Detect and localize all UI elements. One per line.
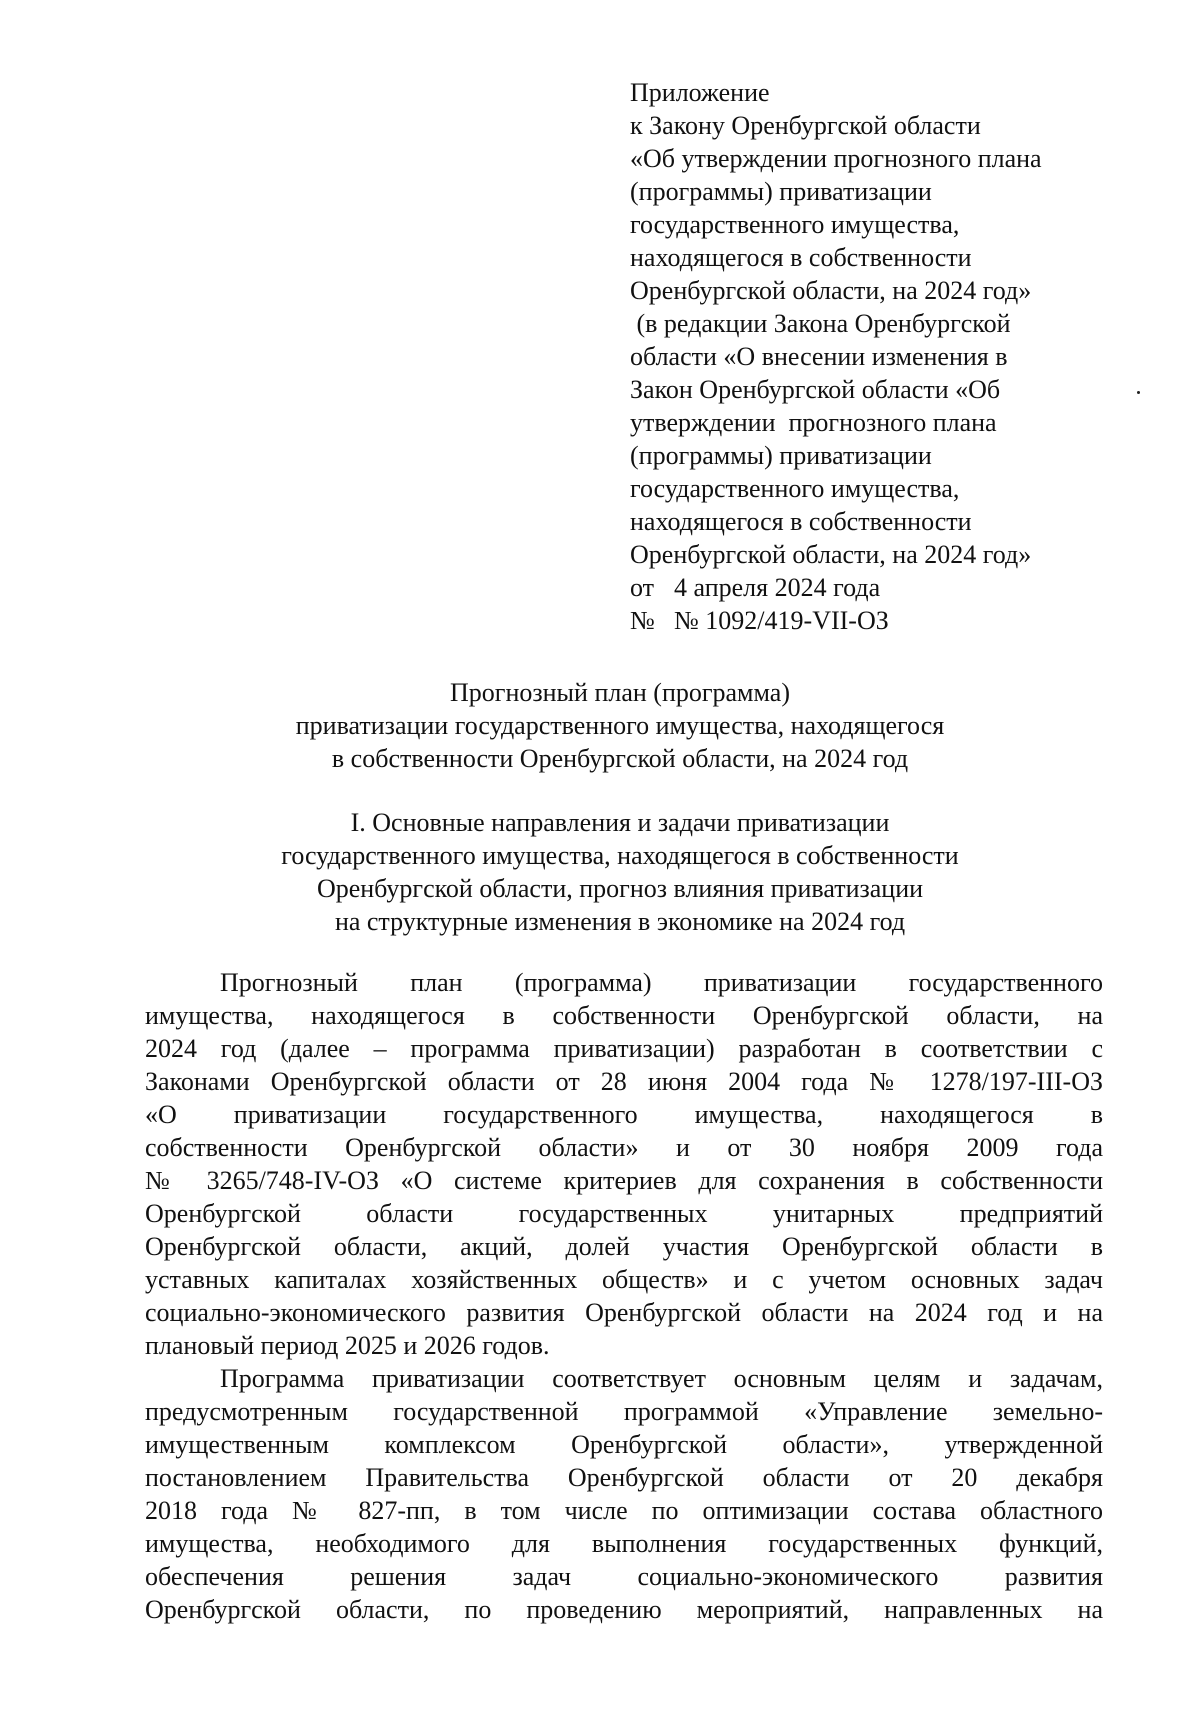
paragraph-line: постановлением Правительства Оренбургской области от 20 декабря — [145, 1463, 1103, 1492]
paragraph — [145, 1362, 1103, 1626]
paragraph — [145, 966, 1103, 1362]
title-line: Прогнозный план (программа) — [450, 678, 790, 707]
paragraph-line: № 3265/748-IV-ОЗ «О системе критериев для сохранения в собственности — [145, 1166, 1103, 1195]
appendix-header — [630, 76, 1100, 637]
paragraph-line: Оренбургской области, по проведению мероприятий, направленных на — [145, 1595, 1103, 1624]
section-heading-line: государственного имущества, находящегося в собственности — [281, 841, 959, 870]
appendix-line: государственного имущества, — [630, 210, 960, 239]
appendix-line: Оренбургской области, на 2024 год» — [630, 540, 1032, 569]
paragraph-line: имущества, находящегося в собственности Оренбургской области, на — [145, 1001, 1103, 1030]
date-value: 4 апреля 2024 года — [674, 573, 881, 602]
paragraph-line: плановый период 2025 и 2026 годов. — [145, 1331, 550, 1360]
paragraph-line: имущественным комплексом Оренбургской области», утвержденной — [145, 1430, 1103, 1459]
appendix-line: к Закону Оренбургской области — [630, 111, 981, 140]
paragraph-line: 2024 год (далее – программа приватизации) разработан в соответствии с — [145, 1034, 1103, 1063]
appendix-line: утверждении прогнозного плана — [630, 408, 997, 437]
paragraph-line: Оренбургской области государственных унитарных предприятий — [145, 1199, 1103, 1228]
section-heading-line: I. Основные направления и задачи приватизации — [350, 808, 890, 837]
appendix-line: (программы) приватизации — [630, 177, 932, 206]
section-heading-line: Оренбургской области, прогноз влияния приватизации — [316, 874, 924, 903]
paragraph-line: «О приватизации государственного имущества, находящегося в — [145, 1100, 1103, 1129]
number-row — [630, 604, 1100, 637]
paragraph-line: предусмотренным государственной программой «Управление земельно- — [145, 1397, 1103, 1426]
appendix-line: (программы) приватизации — [630, 441, 932, 470]
paragraph-line: Законами Оренбургской области от 28 июня 2004 года № 1278/197-III-ОЗ — [145, 1067, 1103, 1096]
scan-speck — [1137, 391, 1140, 394]
body-text — [145, 966, 1103, 1626]
paragraph-line: обеспечения решения задач социально-экономического развития — [145, 1562, 1103, 1591]
paragraph-line: собственности Оренбургской области» и от 30 ноября 2009 года — [145, 1133, 1103, 1162]
paragraph-line: Программа приватизации соответствует основным целям и задачам, — [220, 1364, 1103, 1393]
number-value: № 1092/419-VII-ОЗ — [674, 606, 889, 635]
appendix-line: «Об утверждении прогнозного плана — [630, 144, 1042, 173]
paragraph-line: имущества, необходимого для выполнения государственных функций, — [145, 1529, 1103, 1558]
number-label: № — [630, 606, 655, 635]
paragraph-line: Прогнозный план (программа) приватизации государственного — [220, 968, 1103, 997]
title-line: в собственности Оренбургской области, на 2024 год — [331, 744, 909, 773]
appendix-line: государственного имущества, — [630, 474, 960, 503]
section-heading — [150, 806, 1090, 938]
date-label: от — [630, 573, 655, 602]
appendix-line: Закон Оренбургской области «Об — [630, 375, 1001, 404]
paragraph-line: уставных капиталах хозяйственных обществ» и с учетом основных задач — [145, 1265, 1103, 1294]
paragraph-line: Оренбургской области, акций, долей участия Оренбургской области в — [145, 1232, 1103, 1261]
date-row — [630, 571, 1100, 604]
appendix-line: находящегося в собственности — [630, 243, 972, 272]
title-line: приватизации государственного имущества, находящегося — [295, 711, 945, 740]
appendix-line: (в редакции Закона Оренбургской — [630, 309, 1011, 338]
document-title — [150, 676, 1090, 775]
paragraph-line: 2018 года № 827-пп, в том числе по оптимизации состава областного — [145, 1496, 1103, 1525]
appendix-line: Оренбургской области, на 2024 год» — [630, 276, 1032, 305]
appendix-line: Приложение — [630, 78, 770, 107]
paragraph-line: социально-экономического развития Оренбургской области на 2024 год и на — [145, 1298, 1103, 1327]
section-heading-line: на структурные изменения в экономике на 2024 год — [334, 907, 906, 936]
appendix-line: области «О внесении изменения в — [630, 342, 1008, 371]
appendix-line: находящегося в собственности — [630, 507, 972, 536]
